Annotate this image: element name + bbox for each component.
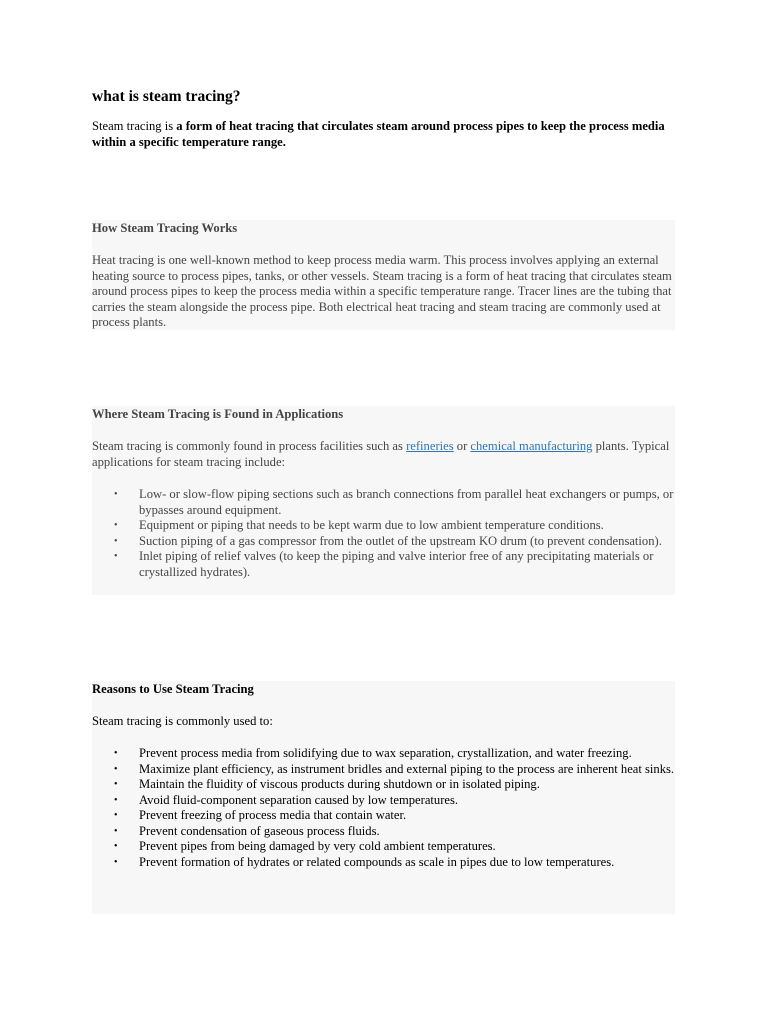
list-item-text: Maintain the fluidity of viscous products during shutdown or in isolated piping. xyxy=(139,777,540,791)
bullet-icon: • xyxy=(114,825,118,837)
section-applications xyxy=(92,406,675,595)
list-item xyxy=(92,487,675,518)
bullet-icon: • xyxy=(114,520,118,531)
page-title: what is steam tracing? xyxy=(92,88,241,105)
bullet-icon: • xyxy=(114,763,118,775)
bullet-icon: • xyxy=(114,748,118,759)
list-item-text: Prevent formation of hydrates or related compounds as scale in pipes due to low temperatures. xyxy=(139,854,615,869)
section-reasons xyxy=(92,681,675,914)
list-item xyxy=(92,534,675,550)
list-item xyxy=(92,549,675,580)
list-item-text: Prevent freezing of process media that contain water. xyxy=(139,808,407,822)
section-paragraph: Steam tracing is commonly used to: xyxy=(92,714,273,728)
bullet-icon: • xyxy=(114,779,118,790)
list-item-text: Equipment or piping that needs to be kept warm due to low ambient temperature conditions. xyxy=(139,518,604,532)
applications-list xyxy=(92,487,675,580)
list-item xyxy=(92,746,675,762)
bullet-icon: • xyxy=(114,551,118,562)
intro-bold: a form of heat tracing that circulates steam around process pipes to keep the process media within a specific temperature range. xyxy=(92,119,665,149)
list-item xyxy=(92,855,675,871)
list-item xyxy=(92,762,675,778)
list-item-text: Prevent process media from solidifying due to wax separation, crystallization, and water freezing. xyxy=(139,746,632,760)
list-item-text: Avoid fluid-component separation caused by low temperatures. xyxy=(139,792,459,807)
paragraph-text: or xyxy=(453,439,471,453)
list-item xyxy=(92,808,675,824)
refineries-link[interactable]: refineries xyxy=(406,439,454,453)
list-item xyxy=(92,824,675,840)
section-how-it-works xyxy=(92,220,675,330)
section-heading: Reasons to Use Steam Tracing xyxy=(92,682,254,696)
section-heading: Where Steam Tracing is Found in Applications xyxy=(92,407,344,421)
list-item xyxy=(92,793,675,809)
reasons-list xyxy=(92,746,675,870)
paragraph-text: plants. Typical applications for steam tracing include: xyxy=(92,439,670,469)
list-item-text: Inlet piping of relief valves (to keep the piping and valve interior free of any precipitating materials or crystallized hydrates). xyxy=(139,549,654,579)
bullet-icon: • xyxy=(114,841,118,852)
paragraph-text: Steam tracing is commonly found in process facilities such as xyxy=(92,439,407,453)
intro-lead: Steam tracing is xyxy=(92,119,177,133)
bullet-icon: • xyxy=(114,810,118,821)
bullet-icon: • xyxy=(114,856,118,868)
list-item-text: Prevent condensation of gaseous process fluids. xyxy=(139,823,380,838)
list-item-text: Prevent pipes from being damaged by very cold ambient temperatures. xyxy=(139,839,496,853)
list-item xyxy=(92,777,675,793)
chemical-manufacturing-link[interactable]: chemical manufacturing xyxy=(470,439,593,453)
intro-paragraph xyxy=(92,118,672,150)
list-item xyxy=(92,839,675,855)
list-item-text: Low- or slow-flow piping sections such as branch connections from parallel heat exchangers or pumps, or bypasses around equipment. xyxy=(139,487,674,517)
bullet-icon: • xyxy=(114,489,118,500)
section-paragraph xyxy=(92,439,672,470)
list-item-text: Suction piping of a gas compressor from the outlet of the upstream KO drum (to prevent condensation). xyxy=(139,533,662,548)
section-heading: How Steam Tracing Works xyxy=(92,221,238,235)
bullet-icon: • xyxy=(114,535,118,547)
list-item-text: Maximize plant efficiency, as instrument bridles and external piping to the process are inherent heat sinks. xyxy=(139,761,675,776)
list-item xyxy=(92,518,675,534)
section-paragraph: Heat tracing is one well-known method to keep process media warm. This process involves applying an external heating source to process pipes, tanks, or other vessels. Steam tracing is a form of heat tracing that circulates steam around process pipes to keep the process media within a specific temperature range. Tracer lines are the tubing that carries the steam alongside the process pipe. Both electrical heat tracing and steam tracing are commonly used at process plants. xyxy=(92,253,672,329)
bullet-icon: • xyxy=(114,794,118,806)
